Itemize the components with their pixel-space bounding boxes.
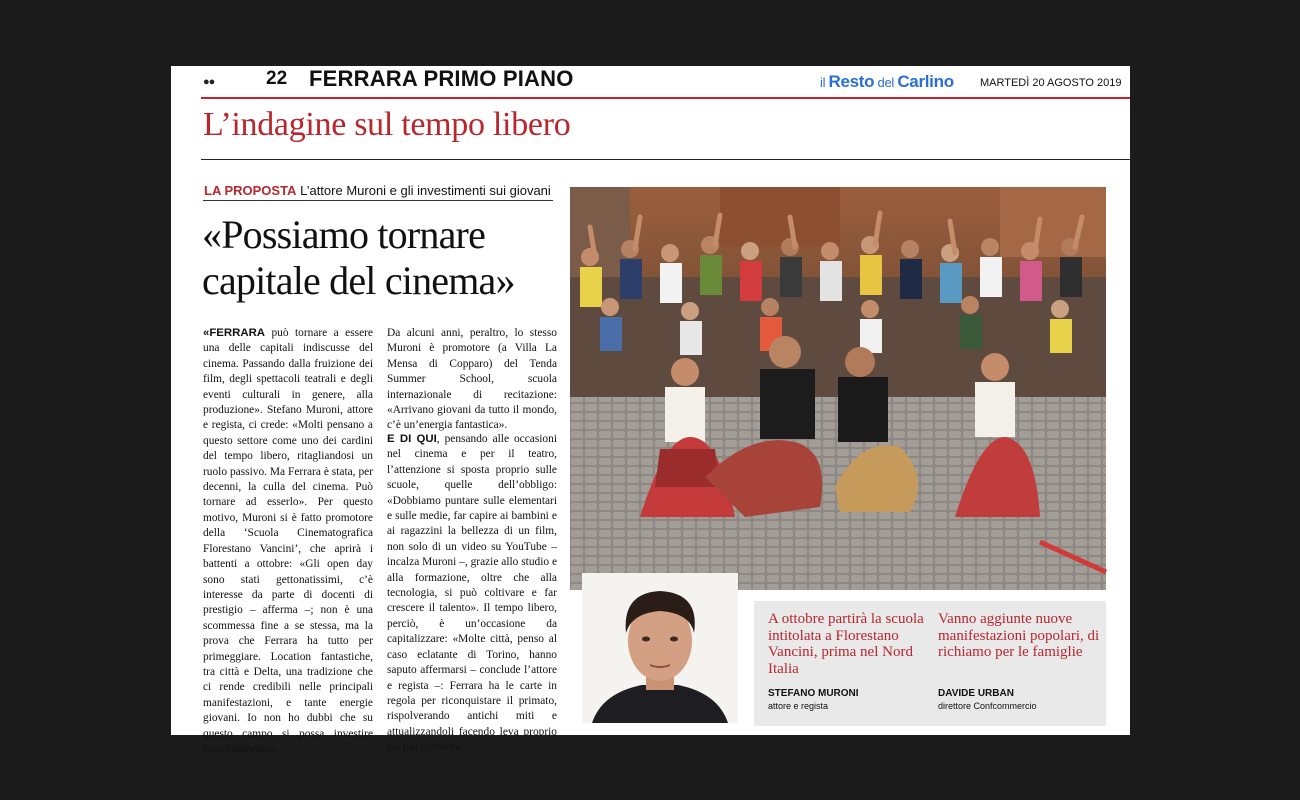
column-lead: E DI QUI bbox=[387, 433, 437, 445]
crowd-photo bbox=[570, 187, 1106, 590]
newspaper-logo: il Resto del Carlino bbox=[820, 72, 954, 91]
portrait-illustration bbox=[582, 573, 738, 723]
page-theme-title: L’indagine sul tempo libero bbox=[203, 106, 571, 143]
masthead-rule bbox=[201, 97, 1130, 99]
article-column-2: Da alcuni anni, peraltro, lo stesso Muroni è promotore (a Villa La Mensa di Copparo) del Tenda Summer School, scuola internazionale di recitazione: «Arrivano giovani da tutto il mondo, c’è un’energia fantastica». bbox=[387, 327, 557, 432]
column-lead: «FERRARA bbox=[203, 327, 266, 339]
kicker-label: LA PROPOSTA bbox=[204, 183, 297, 198]
kicker-text: L’attore Muroni e gli investimenti sui giovani bbox=[296, 183, 551, 198]
quote-1-name: STEFANO MURONI bbox=[768, 688, 859, 699]
quotes-box bbox=[754, 601, 1106, 726]
quote-2-role: direttore Confcommercio bbox=[938, 701, 1037, 711]
theme-rule bbox=[201, 159, 1130, 160]
crowd-photo-illustration bbox=[570, 187, 1106, 590]
page-dots-icon: ●● bbox=[203, 76, 215, 88]
issue-date: MARTEDÌ 20 AGOSTO 2019 bbox=[980, 77, 1122, 89]
portrait-photo bbox=[582, 573, 738, 723]
article-column-1: «FERRARA può tornare a essere una delle capitali indiscusse del cinema. Passando dalla fruizione dei film, degli spettacoli teatrali e degli eventi culturali in genere, alla produzione». Stefano Muroni, attore e regista, ci crede: «Molti pensano a questo settore come uno dei cardini del tempo libero, ritagliandosi un ruolo passivo. Ma Ferrara è stata, per decenni, la culla del cinema. Può tornare ad esserlo». Per questo motivo, Muroni si è fatto promotore della ‘Scuola Cinematografica Florestano Vancini’, che aprirà i battenti a ottobre: «Gli open day sono stati gettonatissimi, c’è interesse da parte di docenti di prestigio – afferma –; non è una scommessa fine a se stessa, ma la prova che Ferrara ha tutto per primeggiare. Location fantastiche, tra città e Delta, una tradizione che ci rende credibili nelle principali manifestazioni, e tante energie giovani. Io non ho dubbi che su questo campo si possa investire convintamente». bbox=[203, 327, 373, 755]
newspaper-page bbox=[171, 66, 1130, 755]
article-kicker bbox=[204, 183, 551, 198]
quote-1-role: attore e regista bbox=[768, 701, 829, 711]
article-headline: «Possiamo tornare capitale del cinema» bbox=[202, 212, 515, 303]
quote-2-text: Vanno aggiunte nuove manifestazioni popolari, di richiamo per le famiglie bbox=[938, 611, 1100, 660]
section-title: FERRARA PRIMO PIANO bbox=[309, 66, 574, 91]
kicker-rule bbox=[203, 200, 553, 201]
quote-2-name: DAVIDE URBAN bbox=[938, 688, 1014, 699]
page-number: 22 bbox=[266, 68, 288, 89]
article-column-2-continued: E DI QUI, pensando alle occasioni nel cinema e per il teatro, l’attenzione si sposta proprio sulle scuole, quelle dell’obbligo: «Dobbiamo puntare sulle elementari e sulle medie, far capire ai bambini e ai ragazzini la bellezza di un film, non solo di un video su YouTube – incalza Muroni –, grazie allo studio e alla formazione, oltre che alla tecnologia, si può coltivare e far crescere il talento». Il tempo libero, perciò, è un’occasione da capitalizzare: «Molte città, penso al caso eclatante di Torino, hanno saputo affermarsi – conclude l’attore e regista –: Ferrara ha le carte in regola per riconquistare il primato, rispolverando antichi miti e attualizzandoli facendo leva proprio sui più giovani». bbox=[387, 433, 557, 754]
quote-1-text: A ottobre partirà la scuola intitolata a Florestano Vancini, prima nel Nord Italia bbox=[768, 611, 924, 677]
